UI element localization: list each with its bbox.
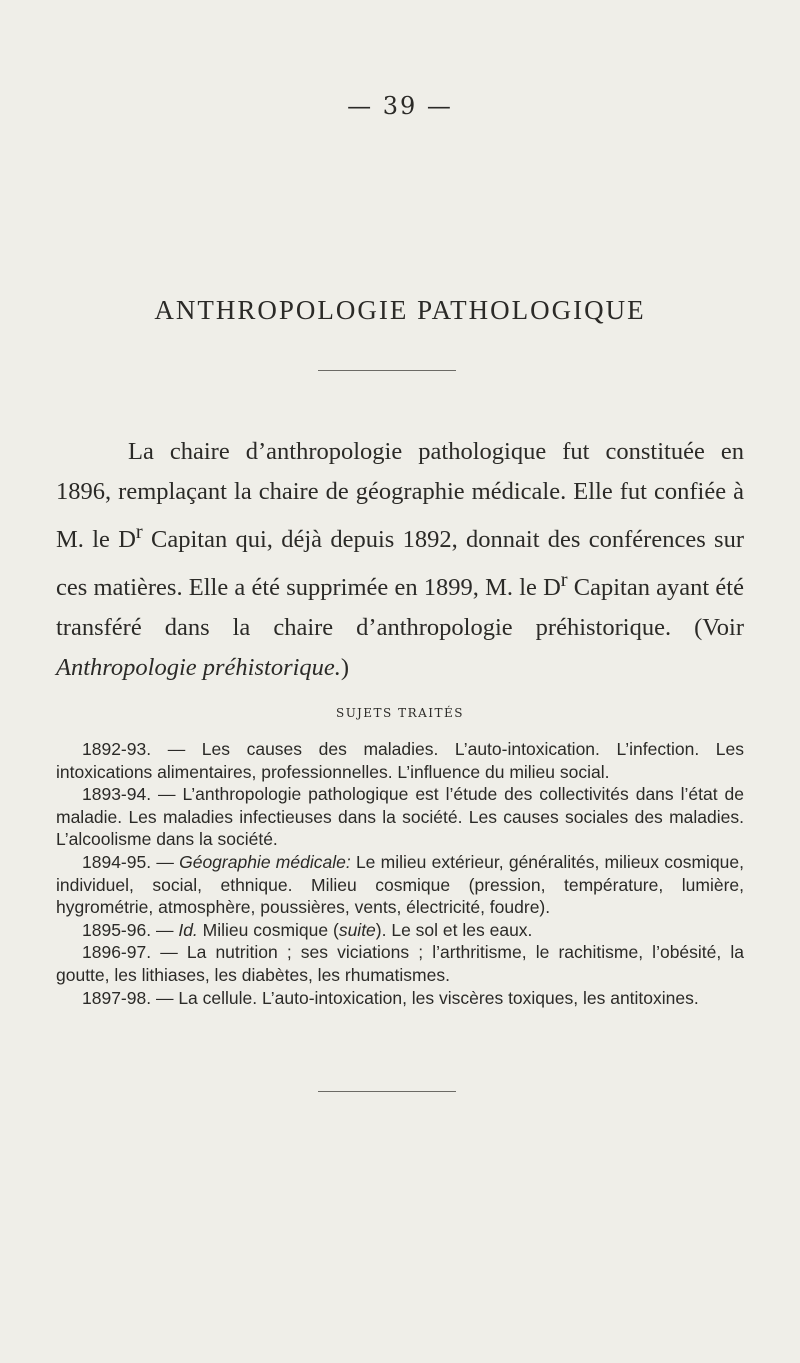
- entry-lead: —: [151, 919, 179, 940]
- page-number: — 39 —: [347, 92, 453, 120]
- subjects-list: [56, 738, 744, 1009]
- subjects-heading: SUJETS TRAITÉS: [335, 706, 465, 720]
- entry-text: — Les causes des maladies. L’auto-intoxication. L’infection. Les intoxications alimentaires, professionnelles. L’influence du milieu social.: [56, 739, 744, 782]
- intro-sup-1: r: [135, 521, 143, 543]
- subject-entry: [56, 738, 744, 783]
- intro-end: ): [340, 654, 350, 682]
- intro-lead: La chaire d’anthropologie pathologique fut constituée en 1896, remplaçant la chaire de géographie médicale. Elle fut confiée à M. le D: [56, 438, 744, 554]
- entry-lead: —: [151, 851, 180, 872]
- intro-paragraph: [56, 432, 744, 688]
- divider-top: [318, 370, 456, 371]
- entry-text: Le milieu extérieur, généralités, milieux cosmique, individuel, social, ethnique. Milieu cosmique (pression, température, lumière, hygrométrie, atmosphère, poussières, vents, électricité, foudre).: [56, 851, 745, 918]
- entry-text: Milieu cosmique (: [197, 919, 339, 940]
- entry-years: 1893-94.: [82, 784, 152, 805]
- entry-years: 1897-98.: [82, 987, 152, 1008]
- subject-entry: [56, 987, 744, 1010]
- entry-text: — La nutrition ; ses viciations ; l’arthritisme, le rachitisme, l’obésité, la goutte, les lithiases, les diabètes, les rhumatismes.: [56, 942, 744, 985]
- divider-bottom: [318, 1091, 456, 1092]
- entry-text: — La cellule. L’auto-intoxication, les viscères toxiques, les antitoxines.: [151, 987, 699, 1008]
- subject-entry: [56, 783, 744, 851]
- entry-text: — L’anthropologie pathologique est l’étude des collectivités dans l’état de maladie. Les maladies infectieuses dans la société. Les causes sociales des maladies. L’alcoolisme dans la société.: [56, 784, 744, 850]
- intro-sup-2: r: [560, 569, 568, 592]
- entry-years: 1892-93.: [82, 739, 152, 759]
- entry-italic: Id.: [178, 919, 198, 940]
- subject-entry: [56, 851, 744, 919]
- subject-entry: [56, 919, 744, 942]
- entry-text-2: ). Le sol et les eaux.: [375, 919, 533, 940]
- subject-entry: [56, 941, 744, 986]
- entry-years: 1895-96.: [82, 919, 152, 940]
- entry-years: 1894-95.: [82, 851, 152, 872]
- intro-reference: Anthropologie préhistorique.: [56, 654, 341, 682]
- page-title: ANTHROPOLOGIE PATHOLOGIQUE: [154, 295, 646, 325]
- entry-years: 1896-97.: [82, 942, 152, 963]
- entry-italic: Géographie médicale:: [179, 851, 351, 872]
- intro-tail: Capitan ayant été transféré dans la chaire d’anthropologie préhistorique. (Voir: [56, 574, 744, 642]
- entry-italic-2: suite: [338, 919, 376, 940]
- intro-mid: Capitan qui, déjà depuis 1892, donnait des conférences sur ces matières. Elle a été supprimée en 1899, M. le D: [56, 526, 744, 602]
